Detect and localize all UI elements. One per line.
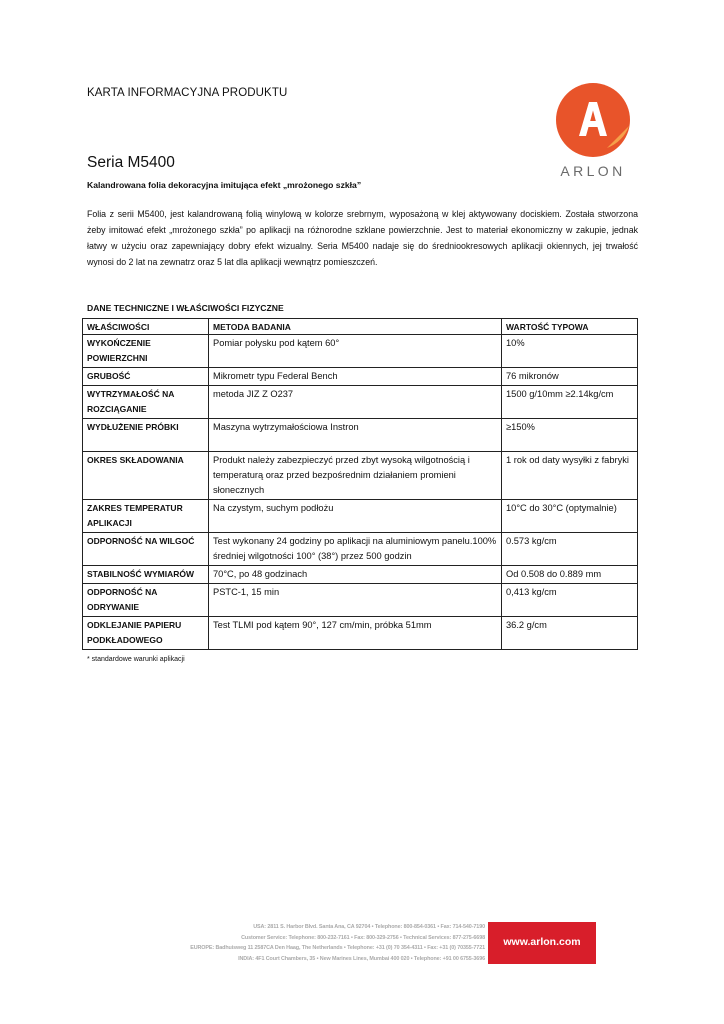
table-title: DANE TECHNICZNE I WŁAŚCIWOŚCI FIZYCZNE bbox=[87, 303, 284, 313]
row-method: Pomiar połysku pod kątem 60° bbox=[209, 335, 502, 368]
footer-line-customer-service: Customer Service: Telephone: 800-232-7161 • Fax: 800-329-2756 • Technical Services: 877-275-6698 bbox=[241, 934, 485, 941]
row-value: ≥150% bbox=[502, 419, 638, 452]
footer-website-bar bbox=[488, 922, 596, 964]
table-row bbox=[83, 419, 638, 452]
table-row bbox=[83, 584, 638, 617]
row-property: WYKOŃCZENIE POWIERZCHNI bbox=[83, 335, 209, 368]
brand-logo bbox=[553, 82, 633, 158]
product-title: Seria M5400 bbox=[87, 154, 175, 171]
website-link[interactable]: www.arlon.com bbox=[503, 936, 581, 948]
table-row bbox=[83, 533, 638, 566]
row-property: ZAKRES TEMPERATUR APLIKACJI bbox=[83, 500, 209, 533]
table-row bbox=[83, 386, 638, 419]
row-value: 76 mikronów bbox=[502, 368, 638, 386]
row-property: GRUBOŚĆ bbox=[83, 368, 209, 386]
product-description: Folia z serii M5400, jest kalandrowaną folią winylową w kolorze srebrnym, wyposażoną w klej aktywowany dociskiem. Została stworzona żeby imitować efekt „mrożonego szkła” po aplikacji na różnorodne szklane powierzchnie. Jest to materiał ekonomiczny w zakupie, jednak łatwy w użyciu oraz zapewniający dobry efekt wizualny. Seria M5400 nadaje się do średniookresowych aplikacji okiennych, jej trwałość wynosi do 2 lat na zewnatrz oraz 5 lat dla aplikacji wewnątrz pomieszczeń. bbox=[87, 209, 638, 267]
table-header-row bbox=[83, 319, 638, 335]
row-value: 10% bbox=[502, 335, 638, 368]
row-property: WYDŁUŻENIE PRÓBKI bbox=[83, 419, 209, 452]
table-row bbox=[83, 368, 638, 386]
brand-name: ARLON bbox=[560, 163, 626, 179]
header-value: WARTOŚĆ TYPOWA bbox=[502, 319, 638, 335]
row-method: Test wykonany 24 godziny po aplikacji na aluminiowym panelu.100% średniej wilgotności 100° (38°) przez 500 godzin bbox=[209, 533, 502, 566]
row-method: Maszyna wytrzymałościowa Instron bbox=[209, 419, 502, 452]
row-method: metoda JIZ Z O237 bbox=[209, 386, 502, 419]
header-property: WŁAŚCIWOŚCI bbox=[83, 319, 209, 335]
row-method: 70°C, po 48 godzinach bbox=[209, 566, 502, 584]
footer-line-usa: USA: 2811 S. Harbor Blvd. Santa Ana, CA 92704 • Telephone: 800-854-0361 • Fax: 714-540-7190 bbox=[253, 924, 485, 930]
row-value: 0.573 kg/cm bbox=[502, 533, 638, 566]
row-value: 1 rok od daty wysyłki z fabryki bbox=[502, 452, 638, 500]
row-method: Na czystym, suchym podłożu bbox=[209, 500, 502, 533]
table-row bbox=[83, 335, 638, 368]
row-method: Produkt należy zabezpieczyć przed zbyt wysoką wilgotnością i temperaturą oraz przed bezpośrednim działaniem promieni słonecznych bbox=[209, 452, 502, 500]
footer-line-europe: EUROPE: Badhuisweg 11 2587CA Den Haag, The Netherlands • Telephone: +31 (0) 70 354-4311 • Fax: +31 (0) 70355-7721 bbox=[190, 945, 485, 952]
table-row bbox=[83, 500, 638, 533]
document-type-label: KARTA INFORMACYJNA PRODUKTU bbox=[87, 87, 288, 99]
row-method: Test TLMI pod kątem 90°, 127 cm/min, próbka 51mm bbox=[209, 617, 502, 650]
row-property: ODKLEJANIE PAPIERU PODKŁADOWEGO bbox=[83, 617, 209, 650]
product-subtitle: Kalandrowana folia dekoracyjna imitująca efekt „mrożonego szkła” bbox=[87, 180, 362, 190]
row-value: 0,413 kg/cm bbox=[502, 584, 638, 617]
footer-line-india: INDIA: 4F1 Court Chambers, 35 • New Marines Lines, Mumbai 400 020 • Telephone: +91 00 6755-3696 bbox=[238, 955, 485, 962]
row-method: Mikrometr typu Federal Bench bbox=[209, 368, 502, 386]
table-row bbox=[83, 566, 638, 584]
arlon-a-logo-icon bbox=[555, 82, 631, 158]
table-row bbox=[83, 617, 638, 650]
row-property: ODPORNOŚĆ NA ODRYWANIE bbox=[83, 584, 209, 617]
row-property: ODPORNOŚĆ NA WILGOĆ bbox=[83, 533, 209, 566]
row-method: PSTC-1, 15 min bbox=[209, 584, 502, 617]
row-property: OKRES SKŁADOWANIA bbox=[83, 452, 209, 500]
row-value: Od 0.508 do 0.889 mm bbox=[502, 566, 638, 584]
row-value: 36.2 g/cm bbox=[502, 617, 638, 650]
row-property: STABILNOŚĆ WYMIARÓW bbox=[83, 566, 209, 584]
row-value: 10°C do 30°C (optymalnie) bbox=[502, 500, 638, 533]
table-row bbox=[83, 452, 638, 500]
header-method: METODA BADANIA bbox=[209, 319, 502, 335]
row-property: WYTRZYMAŁOŚĆ NA ROZCIĄGANIE bbox=[83, 386, 209, 419]
footer-contact-info bbox=[110, 922, 485, 964]
specifications-table bbox=[82, 318, 638, 650]
footnote: * standardowe warunki aplikacji bbox=[87, 656, 185, 663]
row-value: 1500 g/10mm ≥2.14kg/cm bbox=[502, 386, 638, 419]
